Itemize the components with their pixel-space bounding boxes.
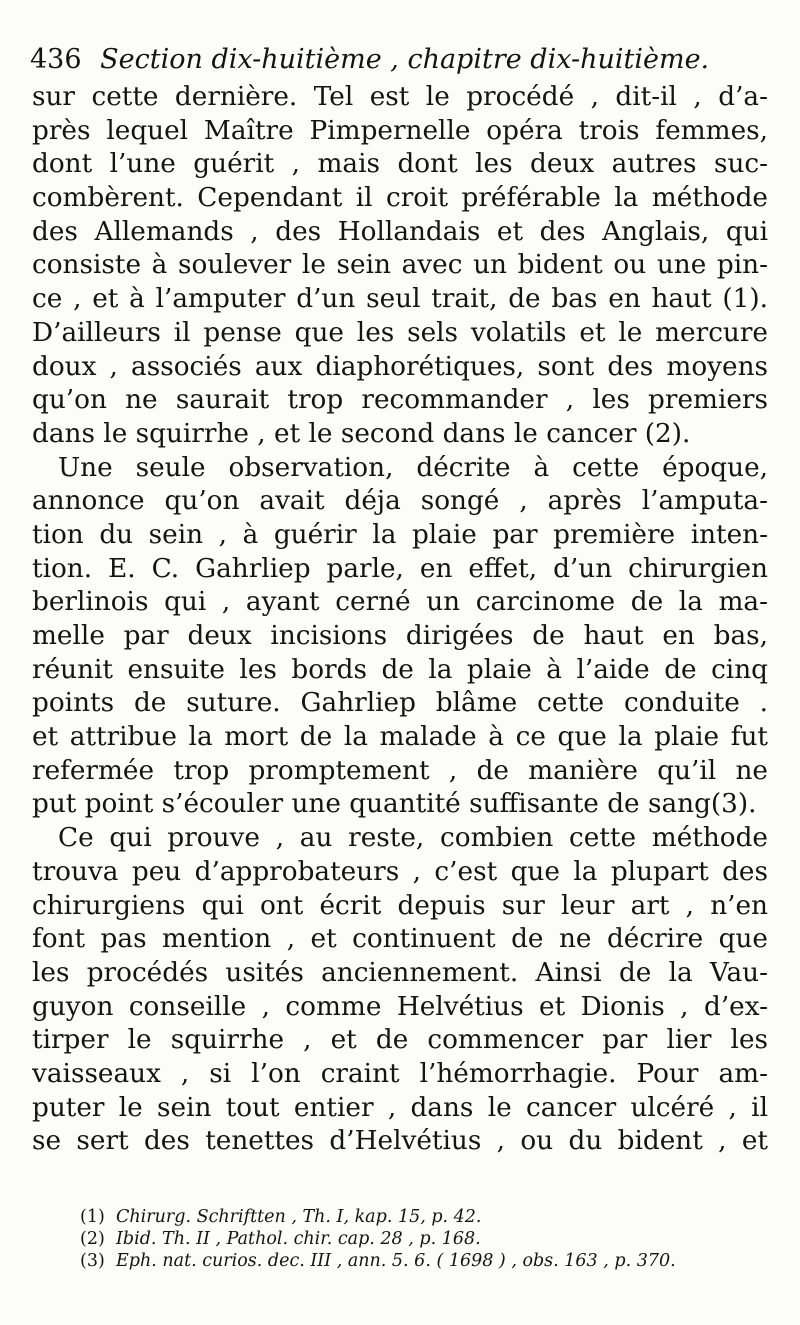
text-line: près lequel Maître Pimpernelle opéra trois femmes, <box>32 115 768 146</box>
footnote-text: Ibid. Th. II , Pathol. chir. cap. 28 , p. 168. <box>116 1229 481 1249</box>
footnotes <box>80 1206 770 1272</box>
text-line: dans le squirrhe , et le second dans le cancer (2). <box>32 418 691 449</box>
footnote <box>80 1250 770 1272</box>
text-line: dont l’une guérit , mais dont les deux autres suc- <box>32 149 768 180</box>
text-line: des Allemands , des Hollandais et des Anglais, qui <box>32 216 768 247</box>
text-line: Ce qui prouve , au reste, combien cette méthode <box>58 823 768 854</box>
text-line: les procédés usités anciennement. Ainsi de la Vau- <box>32 957 768 988</box>
text-line: font pas mention , et continuent de ne décrire que <box>32 924 768 955</box>
text-line: combèrent. Cependant il croit préférable la méthode <box>32 183 768 214</box>
text-line: et attribue la mort de la malade à ce que la plaie fut <box>32 722 768 753</box>
text-line: se sert des tenettes d’Helvétius , ou du bident , et <box>32 1126 768 1157</box>
footnote-text: Chirurg. Schriftten , Th. I, kap. 15, p. 42. <box>116 1207 482 1227</box>
footnote <box>80 1206 770 1228</box>
footnote-text: Eph. nat. curios. dec. III , ann. 5. 6. ( 1698 ) , obs. 163 , p. 370. <box>116 1251 676 1271</box>
text-line: annonce qu’on avait déja songé , après l’amputa- <box>32 486 768 517</box>
text-line: ce , et à l’amputer d’un seul trait, de bas en haut (1). <box>32 284 768 315</box>
text-line: refermée trop promptement , de manière qu’il ne <box>32 755 768 786</box>
text-line: melle par deux incisions dirigées de haut en bas, <box>32 621 768 651</box>
text-line: Une seule observation, décrite à cette époque, <box>58 452 768 483</box>
text-line: vaisseaux , si l’on craint l’hémorrhagie. Pour am- <box>32 1058 768 1089</box>
text-line: chirurgiens qui ont écrit depuis sur leur art , n’en <box>32 890 768 921</box>
text-line: berlinois qui , ayant cerné un carcinome de la ma- <box>32 587 768 618</box>
text-line: tirper le squirrhe , et de commencer par lier les <box>32 1025 768 1056</box>
text-line: consiste à soulever le sein avec un bident ou une pin- <box>32 250 768 281</box>
footnote-number: (2) <box>80 1229 105 1249</box>
text-line: D’ailleurs il pense que les sels volatils et le mercure <box>32 317 768 348</box>
text-line: tion du sein , à guérir la plaie par première inten- <box>32 519 768 550</box>
footnote <box>80 1228 770 1250</box>
text-line: put point s’écouler une quantité suffisante de sang(3). <box>32 789 757 820</box>
text-line: trouva peu d’approbateurs , c’est que la plupart des <box>32 856 768 887</box>
text-line: tion. E. C. Gahrliep parle, en effet, d’un chirurgien <box>32 553 768 584</box>
running-header <box>30 40 770 80</box>
text-line: qu’on ne saurait trop recommander , les premiers <box>32 385 768 416</box>
text-line: puter le sein tout entier , dans le cancer ulcéré , il <box>32 1092 768 1123</box>
main-text <box>32 81 768 1159</box>
page-number: 436 <box>30 44 82 75</box>
text-line: doux , associés aux diaphorétiques, sont des moyens <box>32 351 768 382</box>
running-title: Section dix-huitième , chapitre dix-huitième. <box>100 44 710 75</box>
footnote-number: (1) <box>80 1207 105 1227</box>
text-line: réunit ensuite les bords de la plaie à l’aide de cinq <box>32 654 768 685</box>
text-line: guyon conseille , comme Helvétius et Dionis , d’ex- <box>32 991 768 1022</box>
text-line: sur cette dernière. Tel est le procédé , dit-il , d’a- <box>32 82 768 112</box>
footnote-number: (3) <box>80 1251 105 1271</box>
text-line: points de suture. Gahrliep blâme cette conduite . <box>32 688 768 719</box>
